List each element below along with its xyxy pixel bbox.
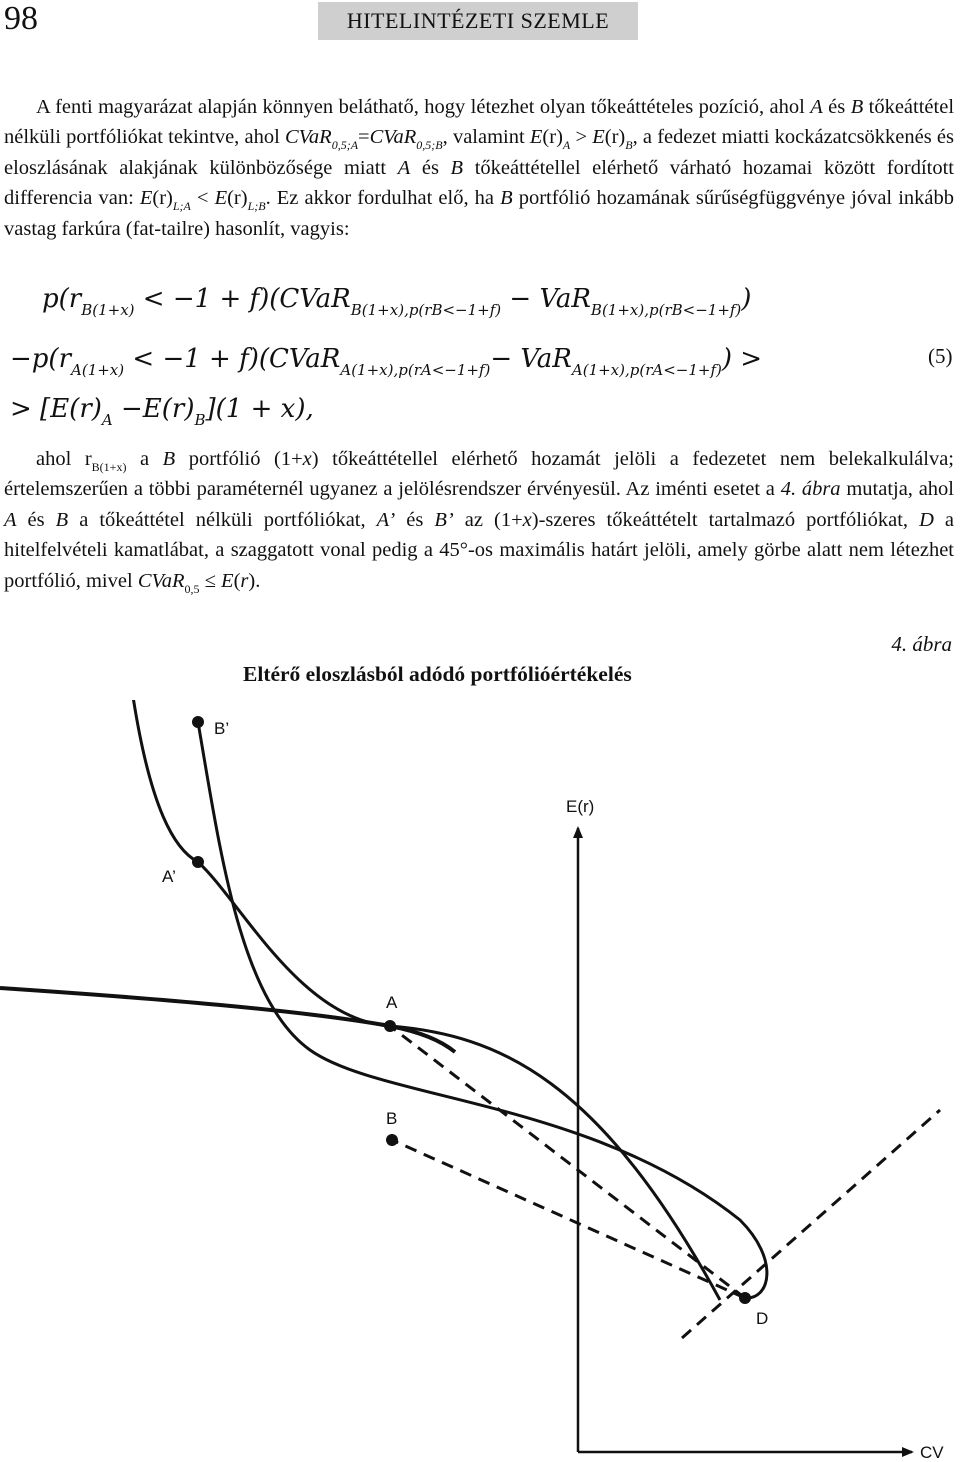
formula-line-1: $p(r_{B(1+x)} < -1$ + f)(CVaR$_{B(1+x),p(rB<-1+f)}$ − VaR$_{B(1+x),p(rB<-1+f)}$) xyxy=(42,284,752,319)
point-a-prime xyxy=(192,856,204,868)
journal-header: HITELINTÉZETI SZEMLE xyxy=(318,2,638,40)
limit-45-line xyxy=(682,1110,940,1338)
point-d xyxy=(739,1292,751,1304)
page-number: 98 xyxy=(4,0,38,37)
formula-line-2: $-p(r_{A(1+x)} < -1$ + f)(CVaR$_{A(1+x),p(rA<-1+f)}$− VaR$_{A(1+x),p(rA<-1+f)}$) > xyxy=(10,344,763,379)
point-b-prime xyxy=(192,716,204,728)
formula-line-3: > $[E(r)_A -E(r)_B](1 + x)$, xyxy=(10,394,314,429)
figure-number: 4. ábra xyxy=(891,632,952,656)
x-axis-label: CV xyxy=(920,1443,944,1462)
portfolio-diagram xyxy=(0,700,960,1462)
label-b: B xyxy=(386,1109,398,1128)
point-b xyxy=(386,1134,398,1146)
label-b-prime: B’ xyxy=(214,719,230,738)
figure-title: Eltérő eloszlásból adódó portfólióértékelés xyxy=(243,662,632,686)
equation-number: (5) xyxy=(928,344,953,368)
label-a: A xyxy=(386,993,398,1012)
label-a-prime: A’ xyxy=(162,867,176,886)
label-d: D xyxy=(756,1309,769,1328)
paragraph-2: ahol $r_{B(1+x)}$ a B portfólió (1+x) tőkeáttétellel elérhető hozamát jelöli a fedezetet nem belekalkulálva; értelemszerűen a többi paraméternél ugyanez a jelölésrendszer érvényesül. Az iménti esetet a 4. ábra mutatja, ahol A és B a tőkeáttétel nélküli portfóliókat, A’ és B’ az (1+x)-szeres tőkeáttételt tartalmazó portfóliókat, D a hitelfelvételi kamatlábat, a szaggatott vonal pedig a 45°-os maximális határt jelöli, amely görbe alatt nem létezhet portfólió, mivel CVaR$_{0,5}$ ≤ E(r). xyxy=(4,448,955,596)
paragraph-1: A fenti magyarázat alapján könnyen beláthatő, hogy létezhet olyan tőkeáttételes pozíció, ahol A és B tőkeáttétel nélküli portfóliókat tekintve, ahol CVaR$_{0,5;A}$=CVaR$_{0,5;B}$, valamint $E(r)_A > E(r)_B$, a fedezet miatti kockázatcsökkenés és eloszlásának alakjának különbözősége miatt A és B tőkeáttétellel elérhető várható hozamai között fordított differencia van: $E(r)_{L;A} < E(r)_{L;B}$. Ez akkor fordulhat elő, ha B portfólió hozamának sűrűségfüggvénye jóval inkább vastag farkúra (fat-tailre) hasonlít, vagyis: xyxy=(4,96,955,240)
y-axis-label: E(r) xyxy=(566,797,595,816)
point-a xyxy=(384,1020,396,1032)
